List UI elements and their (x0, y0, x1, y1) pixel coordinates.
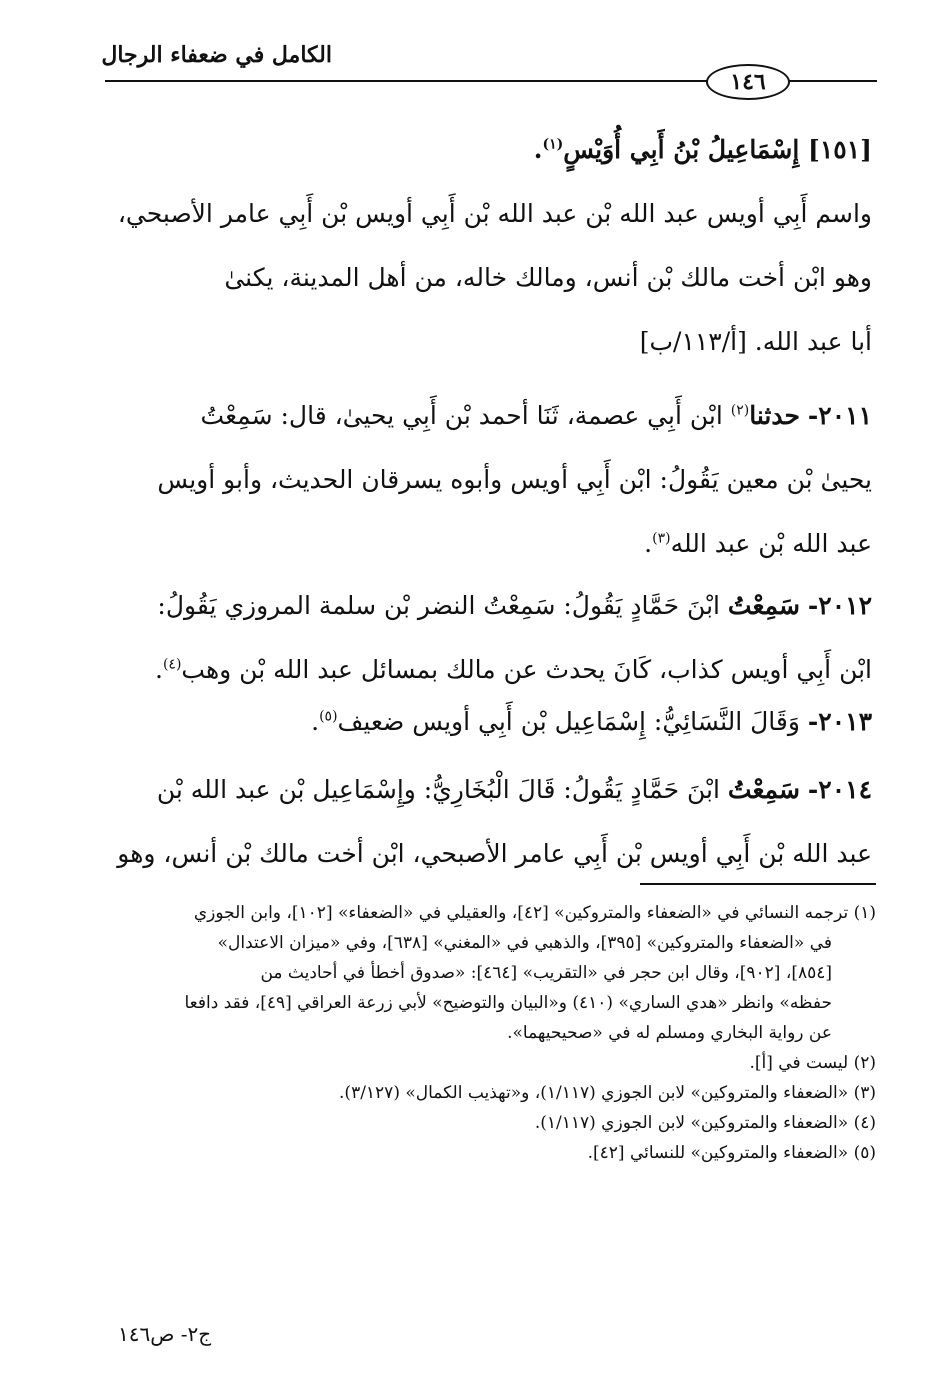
footnote-1-cont: عن رواية البخاري ومسلم له في «صحيحيهما». (507, 1023, 832, 1043)
hadith-2011: ٢٠١١- حدثنا$^{(٢)}$ ابْن أَبِي عصمة، ثَنَا أحمد بْن أَبِي يحيىٰ، قال: سَمِعْتُ يحيىٰ بْن معين يَقُولُ: ابْن أَبِي أويس وأبوه يسرقان الحديث، وأبو أويس عبد الله بْن عبد الله$^{(٣)}$. (157, 401, 872, 558)
hadith-2013: ٢٠١٣- وَقَالَ النَّسَائِيُّ: إِسْمَاعِيل بْن أَبِي أويس ضعيف$^{(٥)}$. (311, 707, 872, 736)
footnote-3: (٣) «الضعفاء والمتروكين» لابن الجوزي (١/١١٧)، و«تهذيب الكمال» (٣/١٢٧). (339, 1083, 876, 1103)
intro-line: واسم أَبِي أويس عبد الله بْن عبد الله بْن أَبِي أويس بْن أَبِي عامر الأصبحي، (117, 199, 872, 228)
footnote-1-cont: حفظه» وانظر «هدي الساري» (٤١٠) و«البيان والتوضيح» لأبي زرعة العراقي [٤٩]، فقد دافعا (184, 993, 832, 1013)
footnote-ref-3: (٣) (652, 530, 671, 547)
footnote-4: (٤) «الضعفاء والمتروكين» لابن الجوزي (١/١١٧). (534, 1113, 876, 1133)
hadith-2012: ٢٠١٢- سَمِعْتُ ابْنَ حَمَّادٍ يَقُولُ: سَمِعْتُ النضر بْن سلمة المروزي يَقُولُ: ابْن أَبِي أويس كذاب، كَانَ يحدث عن مالك بمسائل عبد الله بْن وهب$^{(٤)}$. (155, 591, 872, 684)
footnote-5: (٥) «الضعفاء والمتروكين» للنسائي [٤٢]. (587, 1143, 876, 1163)
footnotes (108, 898, 876, 1168)
hadith-number: ٢٠١٣- (807, 707, 872, 736)
footnote-ref-4: (٤) (162, 656, 182, 673)
entry-heading: [١٥١] إِسْمَاعِيلُ بْنُ أَبِي أُوَيْسٍ$^{(١)}$. (533, 135, 872, 164)
footnote-ref-2: (٢) (730, 402, 750, 419)
entry-name: إِسْمَاعِيلُ بْنُ أَبِي أُوَيْسٍ (563, 135, 800, 164)
narration-word: سَمِعْتُ (727, 591, 800, 620)
footnote-rule (640, 883, 876, 885)
hadith-number: ٢٠١٢- (807, 591, 872, 620)
footnote-1-cont: في «الضعفاء والمتروكين» [٣٩٥]، والذهبي في «المغني» [٦٣٨]، وفي «ميزان الاعتدال» (217, 933, 832, 953)
narration-word: سَمِعْتُ (727, 775, 800, 804)
running-header-title: الكامل في ضعفاء الرجال (101, 42, 332, 68)
hadith-number: ٢٠١٤- (807, 775, 872, 804)
footnote-1: (١) ترجمه النسائي في «الضعفاء والمتروكين» [٤٢]، والعقيلي في «الضعفاء» [١٠٢]، وابن الجوزي (193, 903, 876, 923)
footnote-ref-5: (٥) (319, 708, 338, 725)
footnote-2: (٢) ليست في [أ]. (749, 1053, 876, 1073)
hadith-number: ٢٠١١- (807, 401, 872, 430)
page-number-badge: ١٤٦ (706, 64, 790, 100)
footnote-ref-1: (١) (542, 136, 564, 153)
footnote-1-cont: [٨٥٤]، [٩٠٢]، وقال ابن حجر في «التقريب» [٤٦٤]: «صدوق أخطأ في أحاديث من (260, 963, 832, 983)
hadith-2014: ٢٠١٤- سَمِعْتُ ابْنَ حَمَّادٍ يَقُولُ: قَالَ الْبُخَارِيُّ: وإِسْمَاعِيل بْن عبد الله بْن عبد الله بْن أَبِي أويس بْن أَبِي عامر الأصبحي، ابْن أخت مالك بْن أنس، وهو (117, 775, 872, 868)
intro-paragraph (108, 182, 872, 374)
narration-word: حدثنا (749, 401, 800, 430)
entry-number: [١٥١] (808, 135, 872, 164)
intro-line: أبا عبد الله. [أ/١١٣/ب] (639, 327, 872, 356)
intro-line: وهو ابْن أخت مالك بْن أنس، ومالك خاله، من أهل المدينة، يكنىٰ (224, 263, 872, 292)
page-reference: ج٢- ص١٤٦ (118, 1322, 212, 1346)
